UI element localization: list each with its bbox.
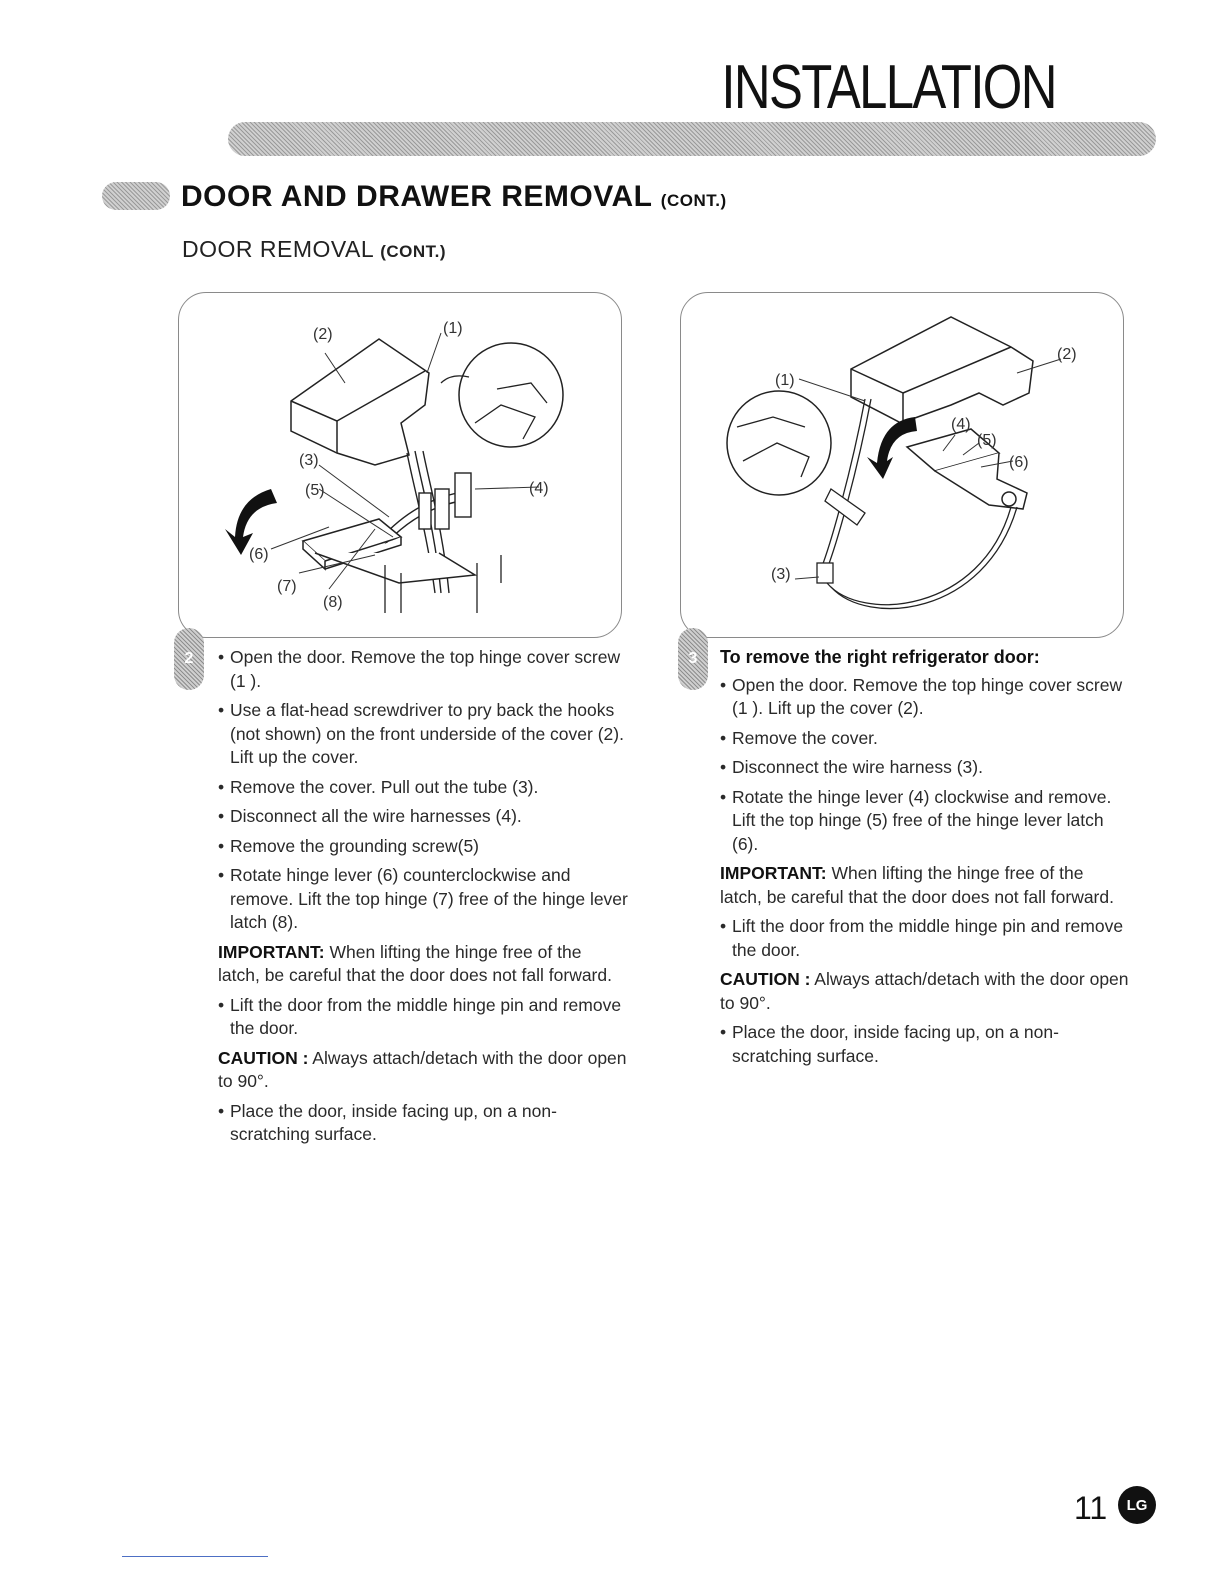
step-3-bullet: • Place the door, inside facing up, on a non-scratching surface. — [720, 1021, 1130, 1068]
step-3-bullet: • Disconnect the wire harness (3). — [720, 756, 1130, 780]
subsection-title-text: DOOR REMOVAL — [182, 236, 374, 262]
figure-right-hinge-diagram — [680, 292, 1124, 638]
lg-logo-icon: LG — [1118, 1486, 1156, 1524]
hinge-cover-shape — [291, 339, 429, 465]
step-2-bullet: • Place the door, inside facing up, on a non-scratching surface. — [218, 1100, 628, 1147]
step-2-bullet: • Use a flat-head screwdriver to pry back the hooks (not shown) on the front underside of the cover (2). Lift up the cover. — [218, 699, 628, 770]
page-number: 11 — [1074, 1490, 1108, 1526]
caution-text: Always attach/detach with the door open to 90°. — [218, 1047, 627, 1091]
step-3-caution-note — [720, 968, 1130, 1015]
step-3-badge: 3 — [678, 628, 708, 690]
step-2-bullet: • Remove the cover. Pull out the tube (3). — [218, 776, 628, 800]
section-marker-pill — [102, 182, 170, 210]
section-title-text: DOOR AND DRAWER REMOVAL — [181, 180, 652, 213]
right-hinge-illustration — [681, 293, 1123, 637]
caution-label: CAUTION : — [218, 1047, 309, 1068]
important-text: When lifting the hinge free of the latch, be careful that the door does not fall forward. — [218, 941, 612, 985]
step-2-bullet: • Lift the door from the middle hinge pin and remove the door. — [218, 994, 628, 1041]
header-decorative-bar — [228, 122, 1156, 156]
left-callout-2: (2) — [313, 326, 333, 343]
detail-zoom-circle — [459, 343, 563, 447]
caution-label: CAUTION : — [720, 969, 811, 989]
step-3-bullet: • Lift the door from the middle hinge pin and remove the door. — [720, 915, 1130, 962]
important-label: IMPORTANT: — [218, 941, 325, 962]
footer-divider-line — [122, 1556, 268, 1557]
section-title — [181, 180, 727, 214]
right-callout-6: (6) — [1009, 454, 1029, 471]
left-callout-6: (6) — [249, 546, 269, 563]
detail-zoom-circle — [727, 391, 831, 495]
step-3-instructions — [720, 646, 1130, 1074]
important-label: IMPORTANT: — [720, 863, 827, 883]
step-2-important-note — [218, 941, 628, 988]
left-callout-5: (5) — [305, 482, 325, 499]
hinge-cover-shape — [851, 317, 1033, 423]
right-callout-4: (4) — [951, 416, 971, 433]
left-callout-4: (4) — [529, 480, 549, 497]
step-2-instructions — [218, 646, 628, 1153]
right-callout-1: (1) — [775, 372, 795, 389]
left-callout-7: (7) — [277, 578, 297, 595]
step-3-bullet: • Remove the cover. — [720, 727, 1130, 751]
right-callout-5: (5) — [977, 432, 997, 449]
right-callout-3: (3) — [771, 566, 791, 583]
step-2-bullet: • Disconnect all the wire harnesses (4). — [218, 805, 628, 829]
page-header-title: INSTALLATION — [721, 53, 1056, 122]
left-hinge-illustration — [179, 293, 621, 637]
left-callout-8: (8) — [323, 594, 343, 611]
section-title-suffix: (CONT.) — [660, 191, 727, 210]
step-3-important-note — [720, 862, 1130, 909]
important-text: When lifting the hinge free of the latch, be careful that the door does not fall forward. — [720, 863, 1114, 907]
caution-text: Always attach/detach with the door open to 90°. — [720, 969, 1129, 1013]
step-3-bullet: • Rotate the hinge lever (4) clockwise and remove. Lift the top hinge (5) free of the hinge lever latch (6). — [720, 786, 1130, 857]
right-callout-2: (2) — [1057, 346, 1077, 363]
step-2-bullet: • Remove the grounding screw(5) — [218, 835, 628, 859]
step-3-bullet: • Open the door. Remove the top hinge cover screw (1 ). Lift up the cover (2). — [720, 674, 1130, 721]
step-3-heading: To remove the right refrigerator door: — [720, 647, 1040, 667]
step-2-caution-note — [218, 1047, 628, 1094]
subsection-title — [182, 236, 446, 263]
subsection-title-suffix: (CONT.) — [380, 242, 447, 261]
left-callout-3: (3) — [299, 452, 319, 469]
step-2-bullet: • Open the door. Remove the top hinge cover screw (1 ). — [218, 646, 628, 693]
left-callout-1: (1) — [443, 320, 463, 337]
figure-left-hinge-diagram — [178, 292, 622, 638]
step-2-bullet: • Rotate hinge lever (6) counterclockwise and remove. Lift the top hinge (7) free of the hinge lever latch (8). — [218, 864, 628, 935]
step-2-badge: 2 — [174, 628, 204, 690]
